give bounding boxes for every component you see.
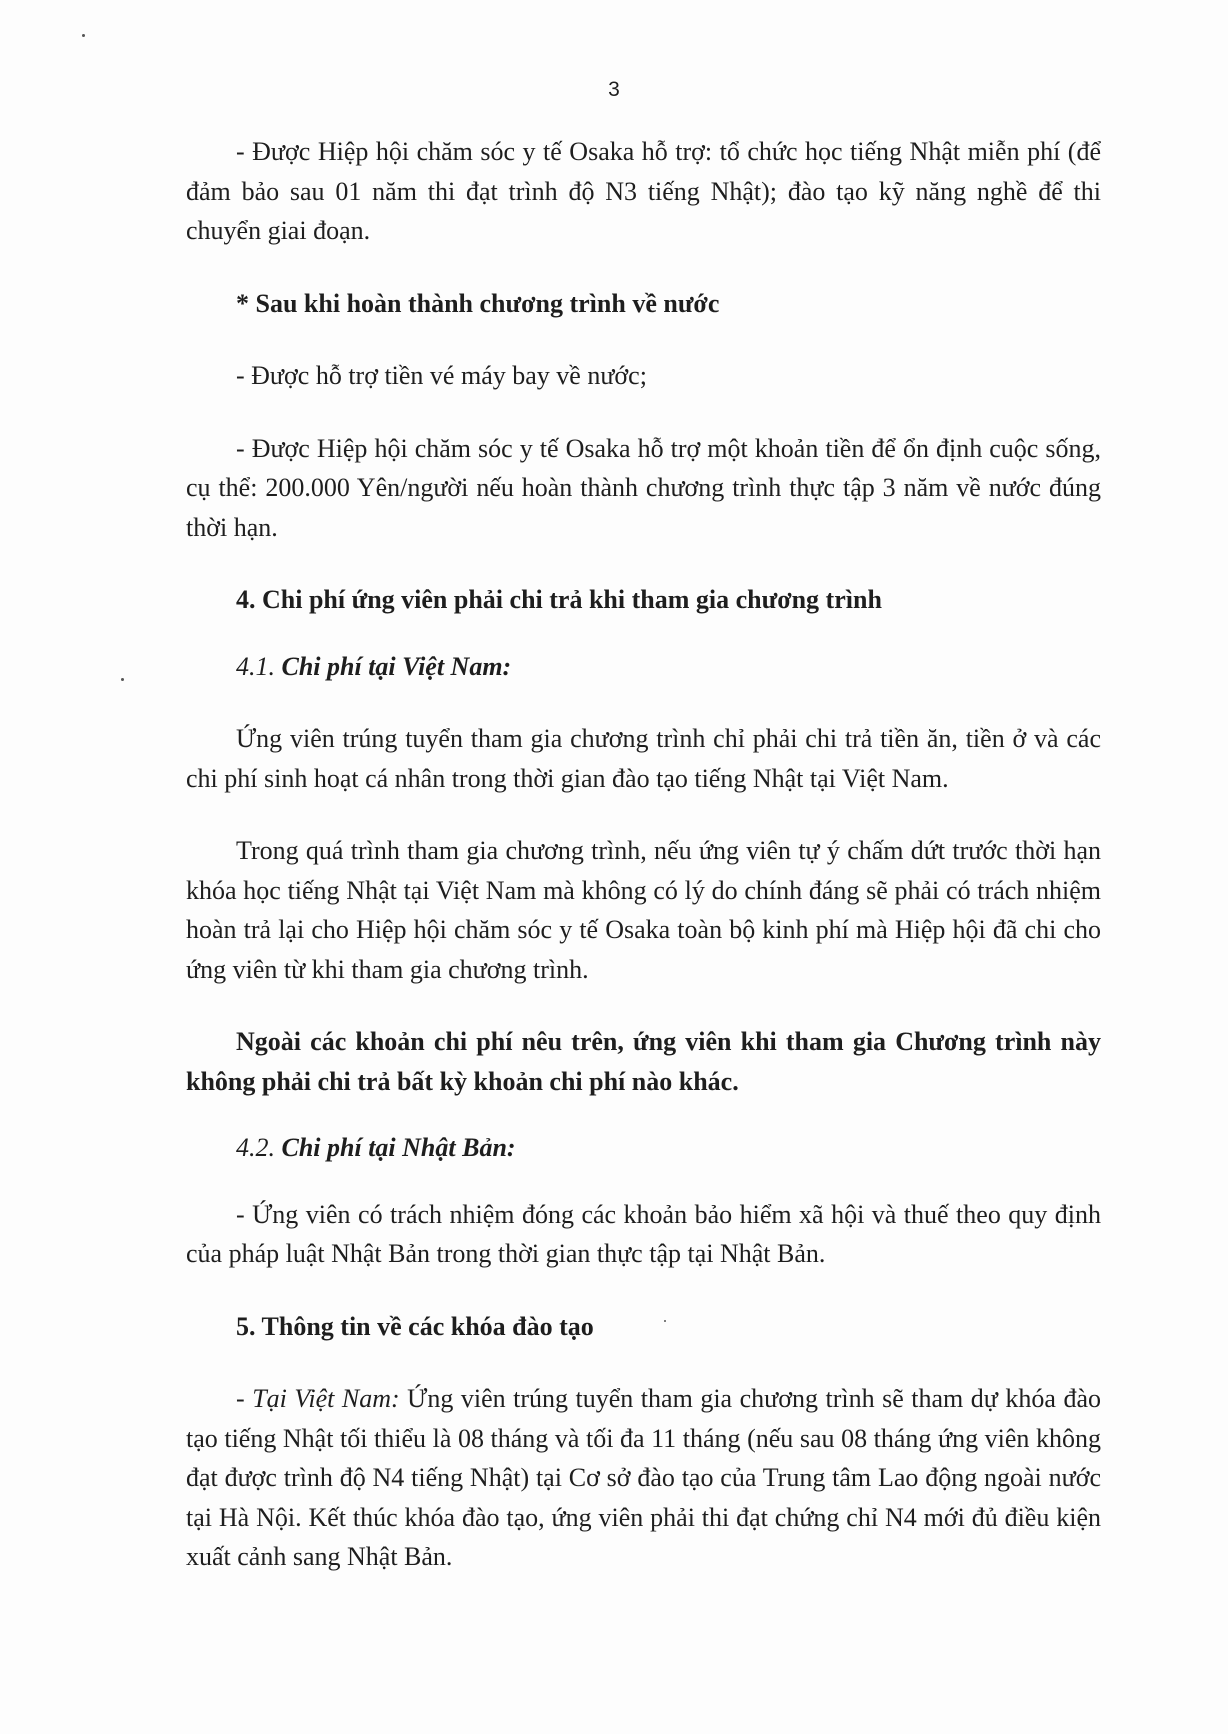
subsection-heading-4-1 bbox=[186, 647, 1101, 687]
paragraph-refund-obligation: Trong quá trình tham gia chương trình, nếu ứng viên tự ý chấm dứt trước thời hạn khóa học tiếng Nhật tại Việt Nam mà không có lý do chính đáng sẽ phải có trách nhiệm hoàn trả lại cho Hiệp hội chăm sóc y tế Osaka toàn bộ kinh phí mà Hiệp hội đã chi cho ứng viên từ khi tham gia chương trình. bbox=[186, 836, 1101, 984]
section-heading-4: 4. Chi phí ứng viên phải chi trả khi tham gia chương trình bbox=[236, 585, 882, 614]
paragraph-training-vietnam: - Tại Việt Nam: Ứng viên trúng tuyển tham gia chương trình sẽ tham dự khóa đào tạo tiếng Nhật tối thiểu là 08 tháng và tối đa 11 tháng (nếu sau 08 tháng ứng viên không đạt được trình độ N4 tiếng Nhật) tại Cơ sở đào tạo của Trung tâm Lao động ngoài nước tại Hà Nội. Kết thúc khóa đào tạo, ứng viên phải thi đạt chứng chỉ N4 mới đủ điều kiện xuất cảnh sang Nhật Bản. bbox=[186, 1384, 1102, 1571]
document-body bbox=[186, 132, 1101, 1577]
training-details: Ứng viên trúng tuyển tham gia chương trình sẽ tham dự khóa đào tạo tiếng Nhật tối thiểu là 08 tháng và tối đa 11 tháng (nếu sau 08 tháng ứng viên không đạt được trình độ N4 tiếng Nhật) tại Cơ sở đào tạo của Trung tâm Lao động ngoài nước tại Hà Nội. Kết thúc khóa đào tạo, ứng viên phải thi đạt chứng chỉ N4 mới đủ điều kiện xuất cảnh sang Nhật Bản. bbox=[186, 1384, 1102, 1571]
paragraph-settlement-allowance: - Được Hiệp hội chăm sóc y tế Osaka hỗ trợ một khoản tiền để ổn định cuộc sống, cụ thể: 200.000 Yên/người nếu hoàn thành chương trình thực tập 3 năm về nước đúng thời hạn. bbox=[186, 433, 1101, 542]
subsection-title: Chi phí tại Việt Nam: bbox=[281, 651, 512, 681]
page-number: 3 bbox=[608, 78, 620, 101]
paragraph-osaka-language-support: - Được Hiệp hội chăm sóc y tế Osaka hỗ trợ: tổ chức học tiếng Nhật miễn phí (để đảm bảo sau 01 năm thi đạt trình độ N3 tiếng Nhật); đào tạo kỹ năng nghề để thi chuyển giai đoạn. bbox=[186, 137, 1101, 245]
section-heading-5: 5. Thông tin về các khóa đào tạo bbox=[236, 1311, 594, 1341]
subsection-number: 4.2. bbox=[236, 1133, 275, 1162]
paragraph-no-other-costs: Ngoài các khoản chi phí nêu trên, ứng viên khi tham gia Chương trình này không phải chi trả bất kỳ khoản chi phí nào khác. bbox=[186, 1027, 1101, 1096]
paragraph-insurance-tax: - Ứng viên có trách nhiệm đóng các khoản bảo hiểm xã hội và thuế theo quy định của pháp luật Nhật Bản trong thời gian thực tập tại Nhật Bản. bbox=[186, 1199, 1101, 1268]
heading-after-completion: * Sau khi hoàn thành chương trình về nước bbox=[236, 288, 720, 318]
paragraph-costs-vietnam: Ứng viên trúng tuyển tham gia chương trình chỉ phải chi trả tiền ăn, tiền ở và các chi phí sinh hoạt cá nhân trong thời gian đào tạo tiếng Nhật tại Việt Nam. bbox=[186, 724, 1101, 793]
subsection-number: 4.1. bbox=[236, 651, 275, 681]
location-label: Tại Việt Nam: bbox=[252, 1384, 400, 1413]
subsection-title: Chi phí tại Nhật Bản: bbox=[281, 1133, 516, 1162]
paragraph-airfare-support: - Được hỗ trợ tiền vé máy bay về nước; bbox=[236, 361, 647, 390]
scan-speck bbox=[121, 678, 124, 681]
scan-speck bbox=[82, 34, 85, 37]
subsection-heading-4-2 bbox=[186, 1128, 1101, 1168]
